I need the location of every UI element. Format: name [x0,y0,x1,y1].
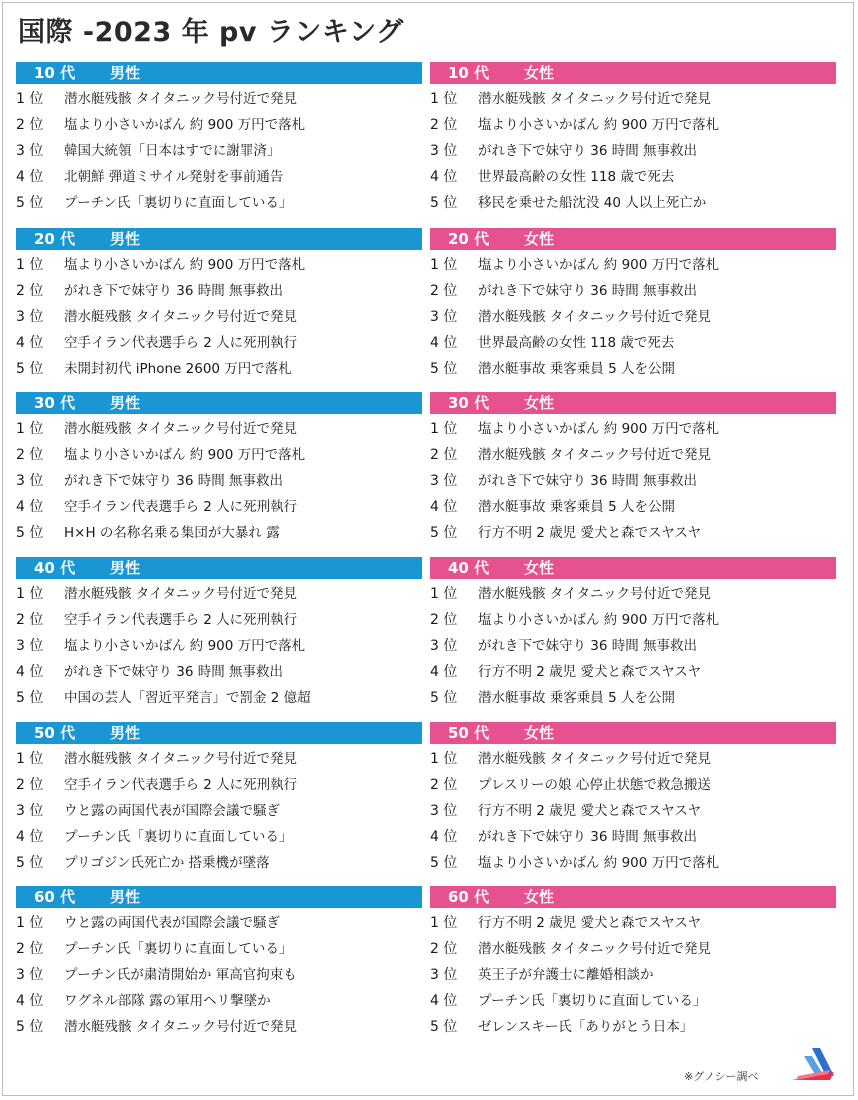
ranking-row [16,416,422,442]
rank-label: 1 位 [430,915,458,931]
ranking-row [16,962,422,988]
ranking-row [16,746,422,772]
gender-label: 女性 [524,64,555,82]
ranking-row [16,607,422,633]
rank-label: 2 位 [430,612,458,628]
article-title: プーチン氏が粛清開始か 軍高官拘束も [64,967,297,983]
ranking-row [16,112,422,138]
rank-label: 1 位 [16,421,44,437]
rank-label: 1 位 [430,586,458,602]
ranking-row [430,824,836,850]
rank-label: 2 位 [16,447,44,463]
rank-label: 4 位 [16,993,44,1009]
rank-label: 4 位 [430,664,458,680]
section-header [430,722,836,744]
ranking-row [430,138,836,164]
rank-label: 3 位 [16,803,44,819]
article-title: がれき下で妹守り 36 時間 無事救出 [478,829,698,845]
rank-label: 5 位 [16,195,44,211]
gender-label: 女性 [524,888,555,906]
ranking-row [16,138,422,164]
ranking-row [430,798,836,824]
rank-label: 3 位 [16,473,44,489]
article-title: 潜水艇残骸 タイタニック号付近で発見 [478,751,711,767]
gender-label: 女性 [524,559,555,577]
age-group-label: 50 代 [34,724,76,742]
section-header [16,228,422,250]
age-group-label: 20 代 [448,230,490,248]
ranking-row [430,252,836,278]
age-group-label: 60 代 [34,888,76,906]
article-title: 潜水艇残骸 タイタニック号付近で発見 [64,1019,297,1035]
ranking-row [16,278,422,304]
ranking-section [16,722,422,876]
rank-label: 5 位 [16,525,44,541]
rank-label: 4 位 [430,993,458,1009]
article-title: 行方不明 2 歳児 愛犬と森でスヤスヤ [478,803,702,819]
article-title: がれき下で妹守り 36 時間 無事救出 [478,638,698,654]
article-title: 韓国大統領「日本はすでに謝罪済」 [64,143,281,159]
rank-label: 2 位 [430,777,458,793]
ranking-row [430,581,836,607]
article-title: 潜水艇残骸 タイタニック号付近で発見 [478,309,711,325]
ranking-section [430,392,836,546]
article-title: 潜水艇残骸 タイタニック号付近で発見 [64,421,297,437]
rank-label: 3 位 [430,638,458,654]
ranking-section [16,557,422,711]
age-group-label: 30 代 [448,394,490,412]
gender-label: 男性 [110,230,141,248]
rank-label: 2 位 [430,941,458,957]
rank-label: 4 位 [16,664,44,680]
article-title: がれき下で妹守り 36 時間 無事救出 [64,473,284,489]
section-header [430,886,836,908]
ranking-section [430,557,836,711]
rank-label: 3 位 [16,143,44,159]
gender-label: 男性 [110,394,141,412]
ranking-row [430,278,836,304]
ranking-section [16,62,422,216]
rank-label: 4 位 [430,169,458,185]
article-title: 潜水艇事故 乗客乗員 5 人を公開 [478,361,675,377]
gender-label: 女性 [524,394,555,412]
ranking-row [430,685,836,711]
ranking-row [430,86,836,112]
rank-label: 2 位 [16,777,44,793]
article-title: 潜水艇残骸 タイタニック号付近で発見 [64,91,297,107]
ranking-section [16,392,422,546]
source-note: ※グノシー調べ [684,1070,759,1083]
rank-label: 1 位 [16,257,44,273]
ranking-row [16,581,422,607]
rank-label: 3 位 [430,967,458,983]
ranking-row [16,520,422,546]
ranking-row [16,252,422,278]
ranking-row [430,468,836,494]
age-group-label: 10 代 [34,64,76,82]
article-title: 移民を乗せた船沈没 40 人以上死亡か [478,195,707,211]
rank-label: 4 位 [430,829,458,845]
ranking-row [16,936,422,962]
rank-label: 4 位 [16,829,44,845]
rank-label: 4 位 [16,335,44,351]
rank-label: 3 位 [430,803,458,819]
article-title: がれき下で妹守り 36 時間 無事救出 [478,473,698,489]
page-title: 国際 -2023 年 pv ランキング [18,17,404,48]
rank-label: 5 位 [16,855,44,871]
article-title: 潜水艇残骸 タイタニック号付近で発見 [478,586,711,602]
rank-label: 1 位 [430,421,458,437]
article-title: ワグネル部隊 露の軍用ヘリ撃墜か [64,993,271,1009]
rank-label: 5 位 [430,361,458,377]
gender-label: 男性 [110,559,141,577]
rank-label: 5 位 [16,1019,44,1035]
gunosy-logo-icon [790,1046,836,1082]
article-title: 塩より小さいかばん 約 900 万円で落札 [478,855,720,871]
ranking-row [430,962,836,988]
section-header [16,886,422,908]
article-title: ウと露の両国代表が国際会議で騒ぎ [64,915,280,931]
ranking-row [16,190,422,216]
article-title: ウと露の両国代表が国際会議で騒ぎ [64,803,280,819]
article-title: 潜水艇事故 乗客乗員 5 人を公開 [478,690,675,706]
section-header [430,62,836,84]
rank-label: 5 位 [430,855,458,871]
rank-label: 1 位 [430,257,458,273]
rank-label: 3 位 [16,309,44,325]
article-title: 潜水艇残骸 タイタニック号付近で発見 [64,586,297,602]
article-title: 行方不明 2 歳児 愛犬と森でスヤスヤ [478,915,702,931]
section-header [430,228,836,250]
article-title: プーチン氏「裏切りに直面している」 [478,993,707,1009]
article-title: 潜水艇残骸 タイタニック号付近で発見 [64,751,297,767]
rank-label: 2 位 [16,612,44,628]
rank-label: 2 位 [430,447,458,463]
ranking-row [430,988,836,1014]
article-title: プーチン氏「裏切りに直面している」 [64,941,293,957]
rank-label: 3 位 [16,638,44,654]
age-group-label: 60 代 [448,888,490,906]
rank-label: 5 位 [430,195,458,211]
article-title: 世界最高齢の女性 118 歳で死去 [478,335,675,351]
ranking-row [430,356,836,382]
article-title: 中国の芸人「習近平発言」で罰金 2 億超 [64,690,311,706]
ranking-row [16,164,422,190]
ranking-row [16,304,422,330]
rank-label: 5 位 [430,1019,458,1035]
rank-label: 3 位 [430,473,458,489]
article-title: プリゴジン氏死亡か 搭乗機が墜落 [64,855,270,871]
ranking-row [16,1014,422,1040]
rank-label: 5 位 [430,690,458,706]
section-header [16,392,422,414]
age-group-label: 20 代 [34,230,76,248]
rank-label: 2 位 [16,117,44,133]
gender-label: 男性 [110,888,141,906]
article-title: 潜水艇事故 乗客乗員 5 人を公開 [478,499,675,515]
article-title: 塩より小さいかばん 約 900 万円で落札 [478,421,720,437]
ranking-row [16,330,422,356]
ranking-section [430,886,836,1040]
section-header [16,557,422,579]
rank-label: 3 位 [430,309,458,325]
article-title: 塩より小さいかばん 約 900 万円で落札 [64,117,306,133]
ranking-row [16,442,422,468]
ranking-row [430,442,836,468]
ranking-row [430,850,836,876]
gender-label: 男性 [110,724,141,742]
ranking-row [430,910,836,936]
ranking-row [16,685,422,711]
age-group-label: 10 代 [448,64,490,82]
gender-label: 女性 [524,230,555,248]
rank-label: 4 位 [16,499,44,515]
rank-label: 1 位 [16,751,44,767]
rank-label: 2 位 [430,117,458,133]
article-title: 空手イラン代表選手ら 2 人に死刑執行 [64,777,298,793]
article-title: がれき下で妹守り 36 時間 無事救出 [478,283,698,299]
ranking-row [16,494,422,520]
section-header [430,392,836,414]
ranking-section [430,722,836,876]
ranking-section [430,228,836,382]
article-title: 塩より小さいかばん 約 900 万円で落札 [478,612,720,628]
section-header [16,722,422,744]
article-title: 行方不明 2 歳児 愛犬と森でスヤスヤ [478,664,702,680]
article-title: 世界最高齢の女性 118 歳で死去 [478,169,675,185]
ranking-row [430,190,836,216]
ranking-row [430,520,836,546]
rank-label: 3 位 [16,967,44,983]
ranking-section [16,228,422,382]
article-title: がれき下で妹守り 36 時間 無事救出 [478,143,698,159]
ranking-row [430,607,836,633]
age-group-label: 50 代 [448,724,490,742]
ranking-row [16,910,422,936]
article-title: 未開封初代 iPhone 2600 万円で落札 [64,361,292,377]
article-title: H×H の名称名乗る集団が大暴れ 露 [64,525,280,541]
rank-label: 2 位 [430,283,458,299]
ranking-row [16,633,422,659]
gender-label: 女性 [524,724,555,742]
rank-label: 5 位 [16,690,44,706]
ranking-row [430,1014,836,1040]
ranking-row [430,304,836,330]
article-title: がれき下で妹守り 36 時間 無事救出 [64,283,284,299]
ranking-row [16,356,422,382]
ranking-row [16,772,422,798]
ranking-row [16,850,422,876]
ranking-row [16,86,422,112]
rank-label: 1 位 [16,91,44,107]
article-title: プーチン氏「裏切りに直面している」 [64,829,293,845]
article-title: ゼレンスキー氏「ありがとう日本」 [478,1019,694,1035]
ranking-row [430,330,836,356]
ranking-row [430,633,836,659]
ranking-row [430,936,836,962]
ranking-row [430,164,836,190]
article-title: 北朝鮮 弾道ミサイル発射を事前通告 [64,169,284,185]
article-title: 塩より小さいかばん 約 900 万円で落札 [64,257,306,273]
article-title: 空手イラン代表選手ら 2 人に死刑執行 [64,612,298,628]
article-title: 塩より小さいかばん 約 900 万円で落札 [64,638,306,654]
article-title: 潜水艇残骸 タイタニック号付近で発見 [64,309,297,325]
article-title: 塩より小さいかばん 約 900 万円で落札 [478,117,720,133]
ranking-row [16,824,422,850]
article-title: 行方不明 2 歳児 愛犬と森でスヤスヤ [478,525,702,541]
article-title: 潜水艇残骸 タイタニック号付近で発見 [478,447,711,463]
rank-label: 5 位 [16,361,44,377]
rank-label: 4 位 [16,169,44,185]
section-header [16,62,422,84]
ranking-row [430,416,836,442]
rank-label: 4 位 [430,499,458,515]
rank-label: 1 位 [16,915,44,931]
ranking-row [430,746,836,772]
rank-label: 5 位 [430,525,458,541]
section-header [430,557,836,579]
ranking-row [16,659,422,685]
article-title: がれき下で妹守り 36 時間 無事救出 [64,664,284,680]
article-title: プーチン氏「裏切りに直面している」 [64,195,293,211]
ranking-section [430,62,836,216]
ranking-row [430,494,836,520]
ranking-row [430,112,836,138]
rank-label: 2 位 [16,941,44,957]
article-title: 塩より小さいかばん 約 900 万円で落札 [64,447,306,463]
rank-label: 1 位 [430,91,458,107]
rank-label: 1 位 [16,586,44,602]
ranking-row [430,772,836,798]
rank-label: 1 位 [430,751,458,767]
ranking-row [430,659,836,685]
ranking-row [16,988,422,1014]
article-title: 潜水艇残骸 タイタニック号付近で発見 [478,91,711,107]
article-title: 潜水艇残骸 タイタニック号付近で発見 [478,941,711,957]
age-group-label: 40 代 [34,559,76,577]
rank-label: 4 位 [430,335,458,351]
gender-label: 男性 [110,64,141,82]
article-title: プレスリーの娘 心停止状態で救急搬送 [478,777,711,793]
rank-label: 2 位 [16,283,44,299]
article-title: 英王子が弁護士に離婚相談か [478,967,654,983]
ranking-row [16,798,422,824]
age-group-label: 40 代 [448,559,490,577]
ranking-section [16,886,422,1040]
rank-label: 3 位 [430,143,458,159]
age-group-label: 30 代 [34,394,76,412]
article-title: 空手イラン代表選手ら 2 人に死刑執行 [64,499,298,515]
article-title: 空手イラン代表選手ら 2 人に死刑執行 [64,335,298,351]
article-title: 塩より小さいかばん 約 900 万円で落札 [478,257,720,273]
ranking-row [16,468,422,494]
